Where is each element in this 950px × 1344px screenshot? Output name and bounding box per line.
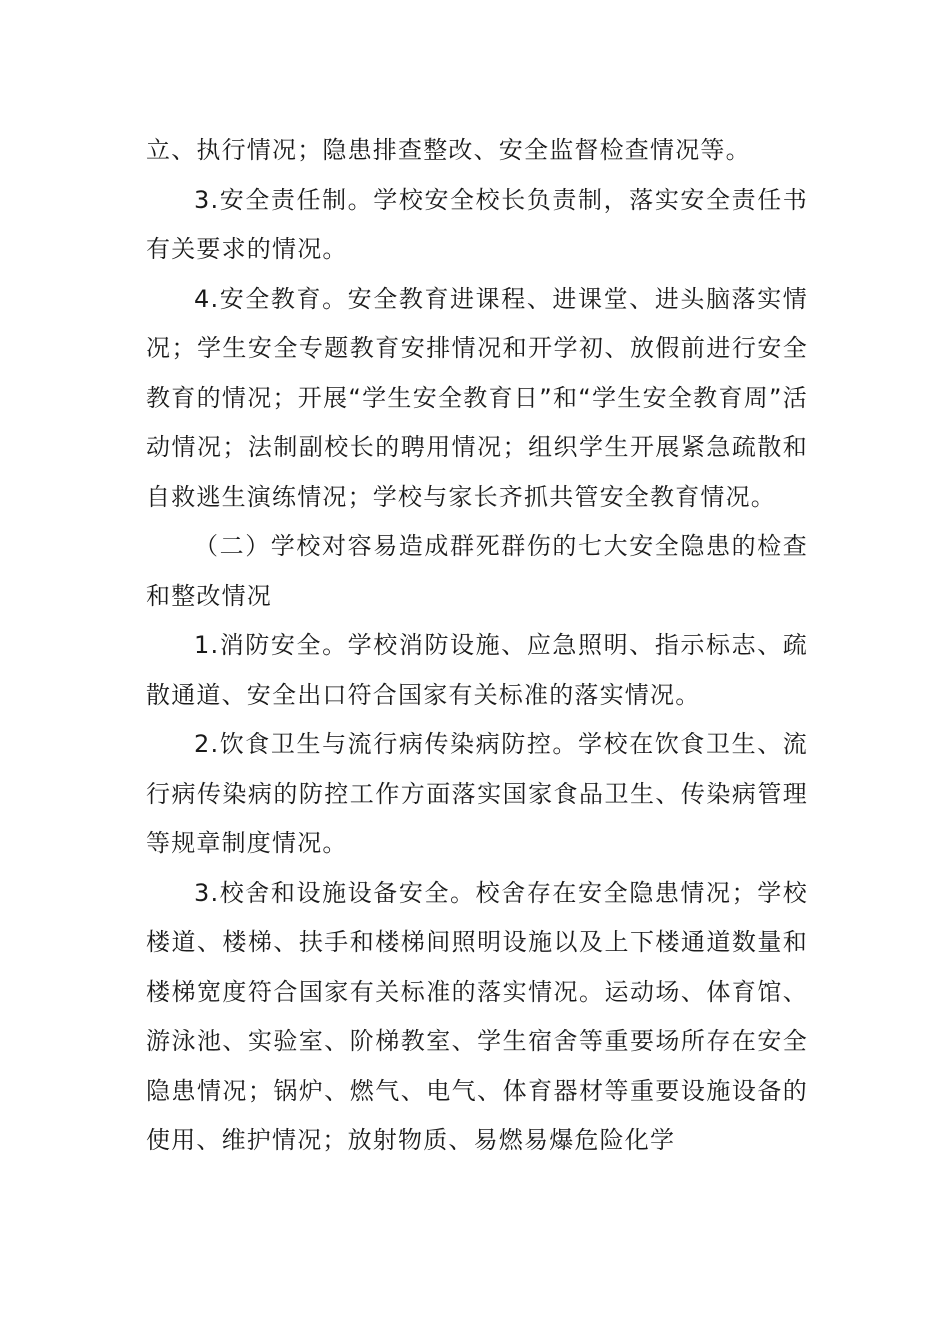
paragraph-continuation: 立、执行情况；隐患排查整改、安全监督检查情况等。 — [146, 136, 751, 164]
paragraph-fire-safety: 1.消防安全。学校消防设施、应急照明、指示标志、疏散通道、安全出口符合国家有关标准的落实情况。 — [146, 631, 808, 709]
paragraph-safety-responsibility: 3.安全责任制。学校安全校长负责制，落实安全责任书有关要求的情况。 — [146, 185, 808, 263]
paragraph-food-hygiene: 2.饮食卫生与流行病传染病防控。学校在饮食卫生、流行病传染病的防控工作方面落实国家食品卫生、传染病管理等规章制度情况。 — [146, 730, 808, 857]
paragraph-building-safety: 3.校舍和设施设备安全。校舍存在安全隐患情况；学校楼道、楼梯、扶手和楼梯间照明设施以及上下楼通道数量和楼梯宽度符合国家有关标准的落实情况。运动场、体育馆、游泳池、实验室、阶梯教室、学生宿舍等重要场所存在安全隐患情况；锅炉、燃气、电气、体育器材等重要设施设备的使用、维护情况；放射物质、易燃易爆危险化学 — [146, 878, 808, 1154]
document-body — [146, 126, 808, 1166]
section-heading-seven-hazards: （二）学校对容易造成群死群伤的七大安全隐患的检查和整改情况 — [146, 532, 808, 610]
paragraph-safety-education: 4.安全教育。安全教育进课程、进课堂、进头脑落实情况；学生安全专题教育安排情况和开学初、放假前进行安全教育的情况；开展“学生安全教育日”和“学生安全教育周”活动情况；法制副校长的聘用情况；组织学生开展紧急疏散和自救逃生演练情况；学校与家长齐抓共管安全教育情况。 — [146, 284, 808, 511]
